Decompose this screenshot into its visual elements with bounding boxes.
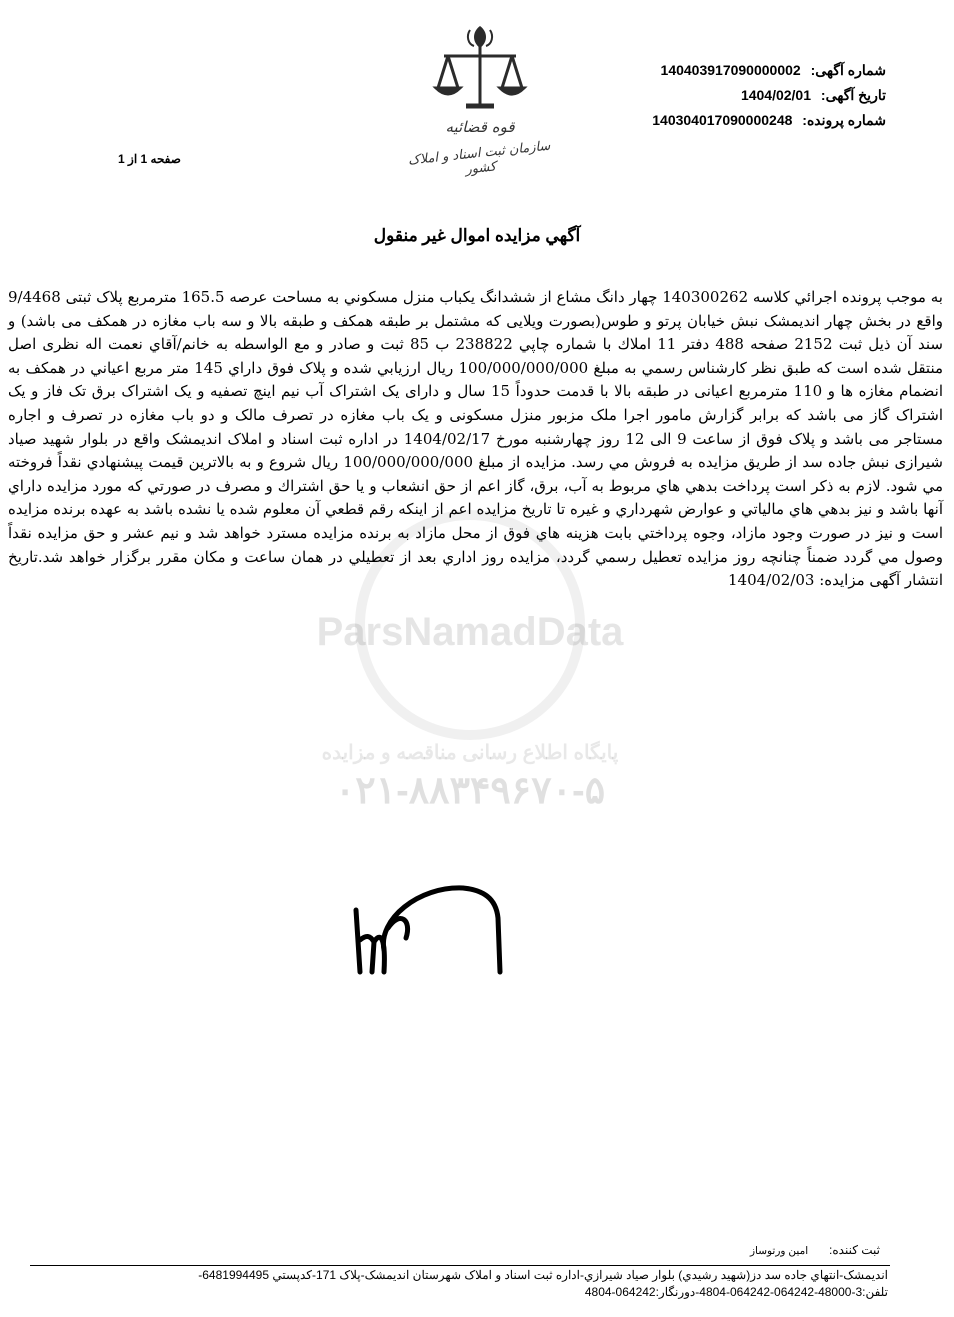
signature-icon (348, 880, 508, 980)
registrar-name: امين ورتوساز (749, 1245, 809, 1257)
emblem-line-2: سازمان ثبت اسناد و املاک کشور (407, 138, 552, 178)
watermark-brand: ParsNamadData (316, 610, 624, 654)
notice-number-label: شماره آگهی: (810, 62, 886, 78)
notice-date-value: 1404/02/01 (740, 87, 812, 103)
footer-divider (30, 1265, 890, 1266)
notice-date-row (652, 83, 886, 108)
case-number-label: شماره پرونده: (802, 112, 886, 128)
emblem-line-1: قوه قضائیه (445, 118, 515, 136)
page-indicator: صفحه 1 از 1 (118, 152, 181, 166)
watermark-phone: ۰۲۱-۸۸۳۴۹۶۷۰-۵ (334, 770, 606, 812)
case-number-row (652, 108, 886, 133)
notice-title: آگهي مزايده اموال غير منقول (373, 226, 581, 245)
notice-body: به موجب پرونده اجرائي كلاسه 140300262 چهار دانگ مشاع از ششدانگ يكباب منزل مسكوني به مساحت عرصه 165.5 مترمربع پلاک ثبتی 9/4468 واقع در بخش چهار انديمشک نبش خيابان پرتو و طوس(بصورت ويلايی كه مشتمل بر طبقه همكف و طبقه بالا و سه باب مغازه در همكف می باشد) و سند آن ذيل ثبت 2152 صفحه 488 دفتر 11 املاك با شماره چاپي 238822 ب 85 ثبت و صادر و مع الواسطه به خانم/آقاي نعمت اله نظری اصل منتقل شده است كه طبق نظر كارشناس رسمي به مبلغ 100/000/000/000 ريال ارزيابي شده و پلاک فوق داراي 145 متر مربع اعياني در همكف به انضمام مغازه ها و 110 مترمربع اعيانی در طبقه بالا با قدمت حدوداً 15 سال و دارای يک اشتراک آب نيم اينچ تصفيه و يک اشتراک برق تک فاز و يک اشتراک گاز می باشد كه برابر گزارش مامور اجرا ملک مزبور منزل مسكونی و يک باب مغازه در تصرف مالک و دو باب مغازه در تصرف و اجاره مستاجر می باشد و پلاک فوق از ساعت 9 الی 12 روز چهارشنبه مورخ 1404/02/17 در اداره ثبت اسناد و املاک انديمشک واقع در بلوار شهيد صياد شيرازی نبش جاده سد از طريق مزايده به فروش مي رسد. مزايده از مبلغ 100/000/000/000 ريال شروع و به بالاترين قيمت پيشنهادي نقداً فروخته مي شود. لازم به ذكر است پرداخت بدهي هاي مربوط به آب، برق، گاز اعم از حق انشعاب و يا حق اشتراك و مصرف در صورتي كه مورد مزايده داراي آنها باشد و نيز بدهي هاي مالياتي و عوارض شهرداري و غيره تا تاريخ مزايده اعم از اينكه رقم قطعي آن معلوم شده يا نشده باشد به عهده برنده مزايده است و نيز در صورت وجود مازاد، وجوه پرداختي بابت هزينه هاي فوق از محل مازاد به برنده مزايده مسترد خواهد شد و نيم عشر و حق مزايده نقداً وصول مي گردد ضمناً چنانچه روز مزايده تعطيل رسمي گردد، مزايده روز اداري بعد از تعطيلي در همان ساعت و مكان مقرر برگزار خواهد شد.تاريخ انتشار آگهی مزايده: 1404/02/03 (8, 288, 944, 590)
notice-number-value: 140403917090000002 (660, 62, 801, 78)
watermark-subtitle: پایگاه اطلاع رسانی مناقصه و مزایده (321, 742, 619, 764)
case-number-value: 140304017090000248 (652, 112, 793, 128)
footer-phones: تلفن:3-48000-064242-064242-4804-دورنگار:064242-4804 (584, 1285, 888, 1299)
scales-of-justice-icon (430, 22, 530, 122)
notice-meta (652, 58, 886, 133)
registrar-label: ثبت کننده: (829, 1243, 880, 1257)
notice-date-label: تاریخ آگهی: (820, 87, 886, 103)
judiciary-emblem (400, 22, 560, 182)
footer-address: انديمشک-انتهاي جاده سد دز(شهيد رشيدي) بلوار صياد شيرازي-اداره ثبت اسناد و املاک شهرستان انديمشک-پلاک 171-کدپستي 6481994495- (198, 1268, 888, 1282)
notice-number-row (652, 58, 886, 83)
registrar (750, 1243, 880, 1257)
